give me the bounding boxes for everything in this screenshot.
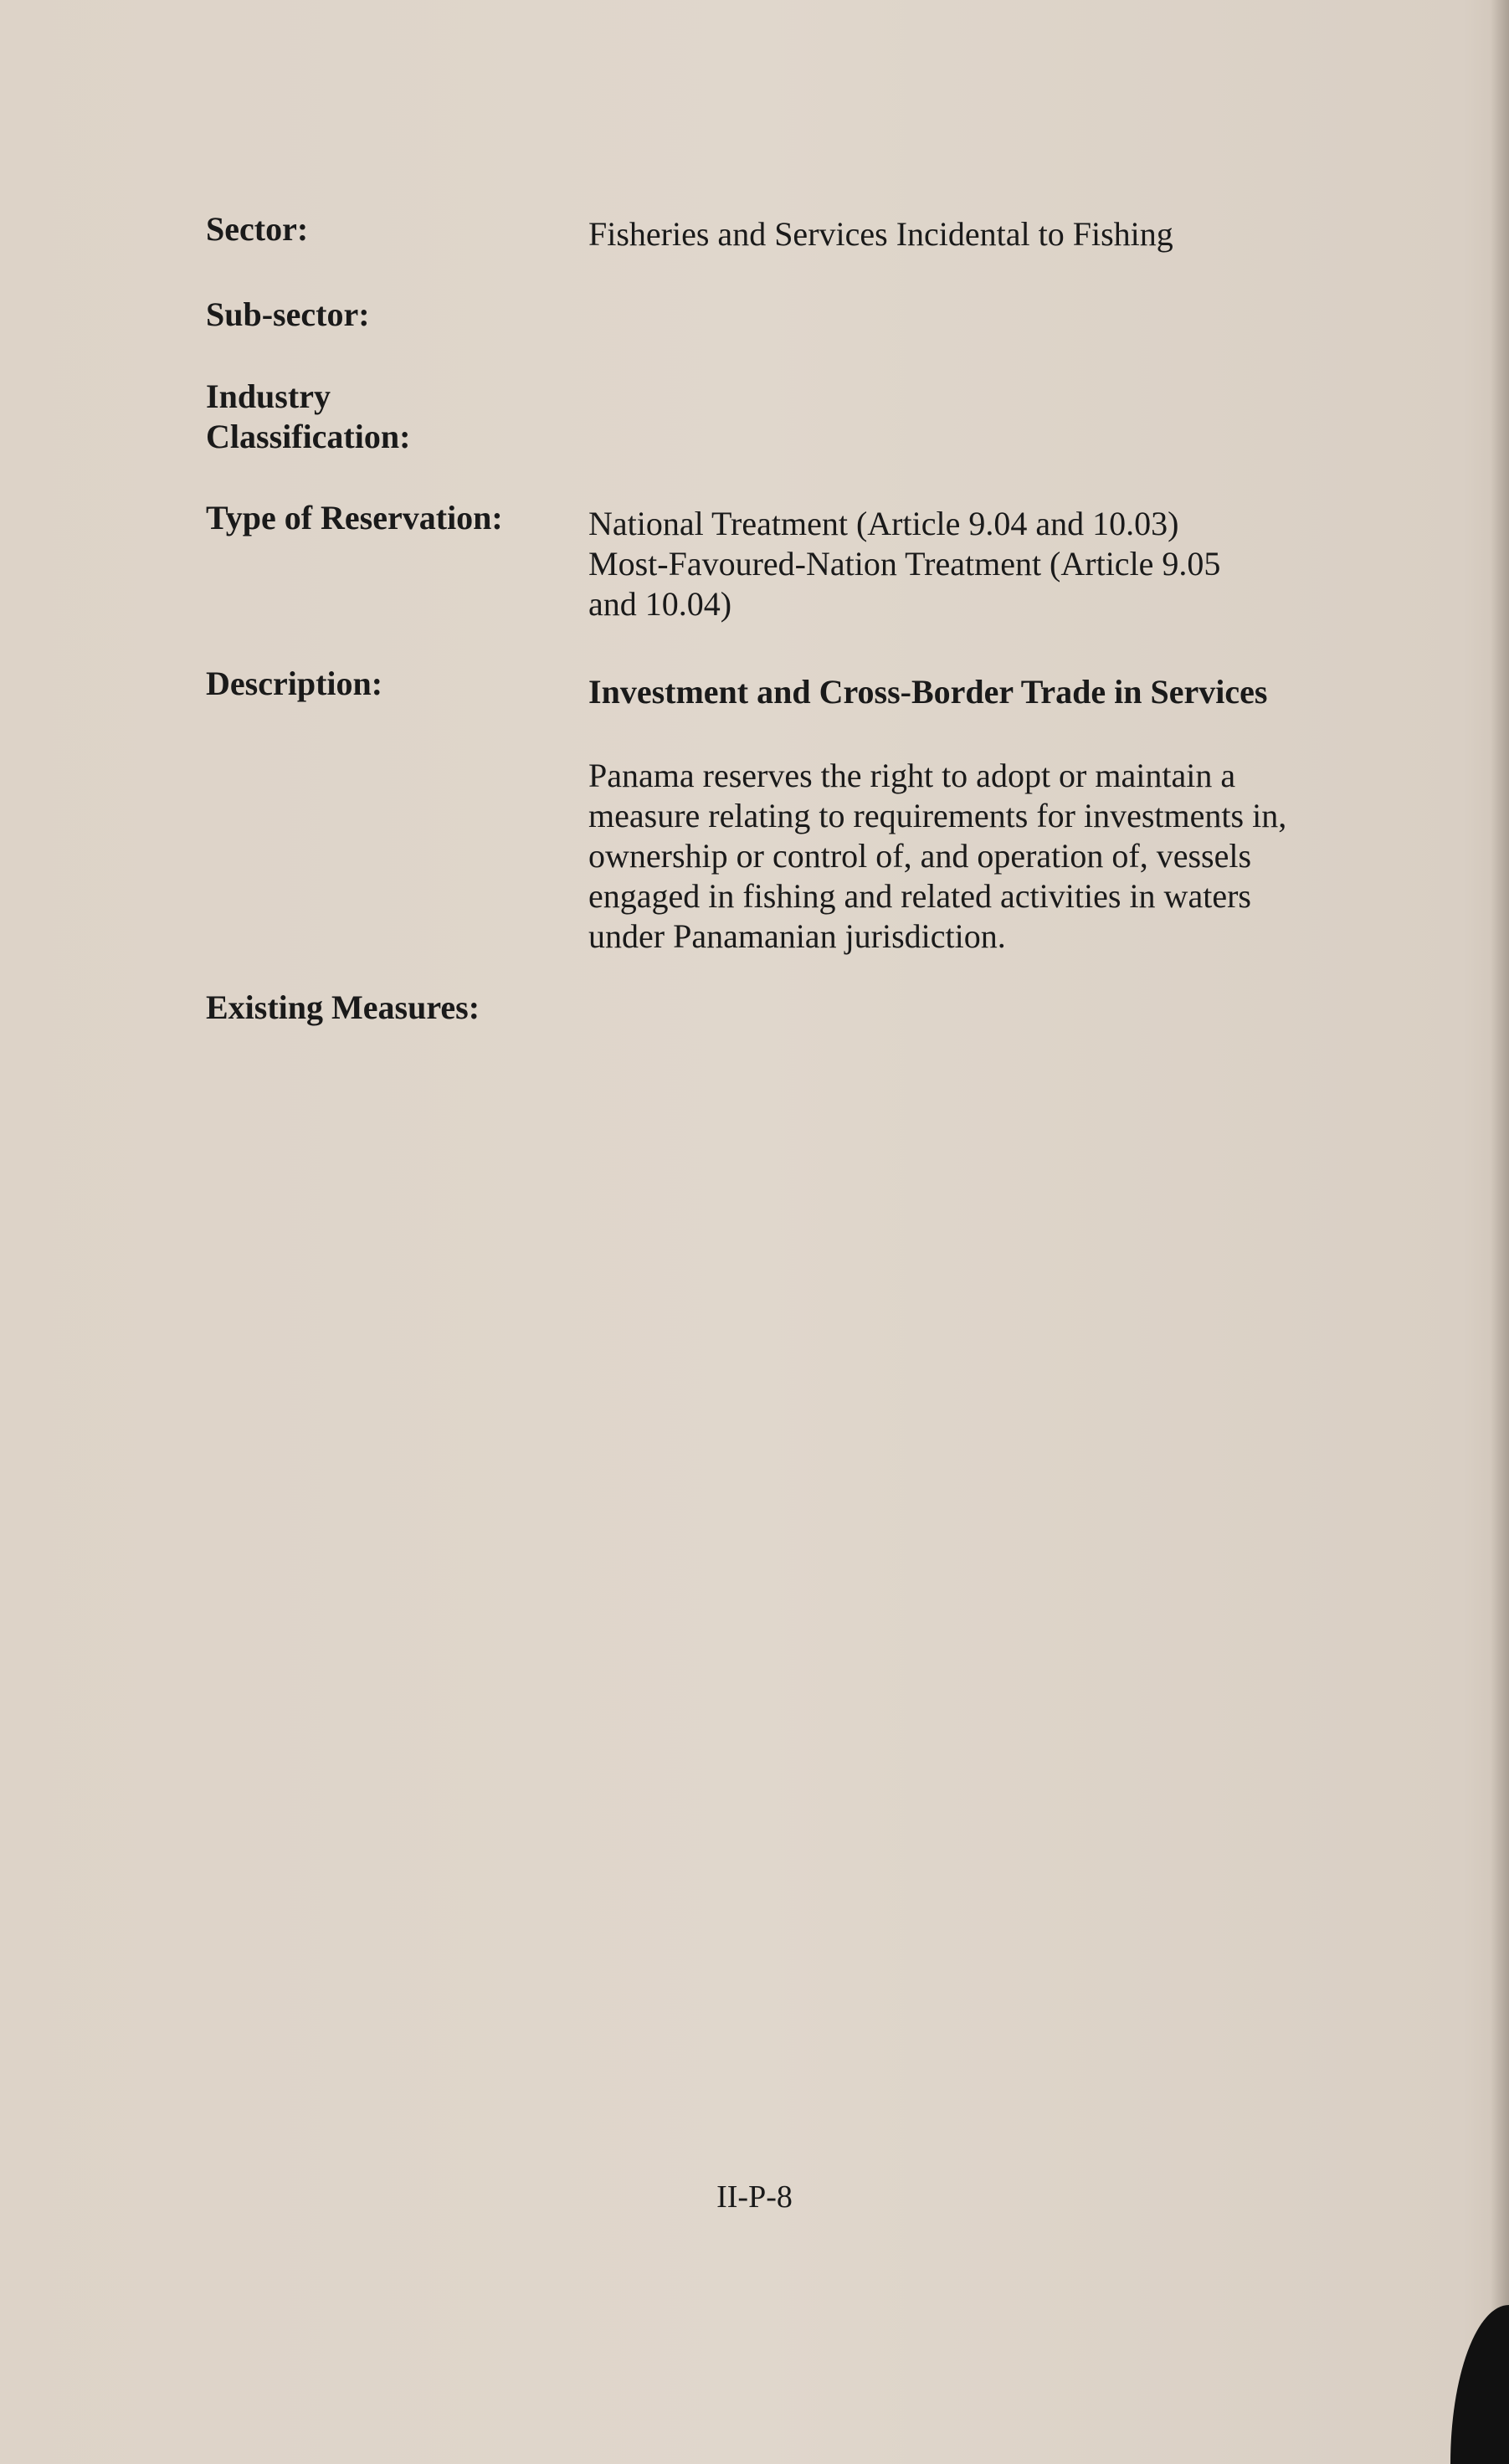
- description-heading: Investment and Cross-Border Trade in Services: [588, 673, 1268, 711]
- description-line-1: Panama reserves the right to adopt or maintain a: [588, 757, 1236, 794]
- reservation-line-2: Most-Favoured-Nation Treatment (Article 9.05: [588, 545, 1221, 583]
- reservation-line-3: and 10.04): [588, 585, 732, 623]
- description-line-5: under Panamanian jurisdiction.: [588, 917, 1006, 955]
- description-paragraph: [588, 756, 1342, 957]
- sector-label: Sector:: [206, 210, 309, 248]
- industry-classification-label: [206, 377, 410, 457]
- existing-measures-label: Existing Measures:: [206, 988, 480, 1026]
- page-edge-shadow: [1491, 0, 1509, 2464]
- industry-classification-label-line2: Classification:: [206, 418, 411, 455]
- type-of-reservation-label: Type of Reservation:: [206, 499, 503, 536]
- description-line-2: measure relating to requirements for investments in,: [588, 797, 1287, 834]
- page-number: II-P-8: [716, 2179, 793, 2215]
- description-label: Description:: [206, 665, 383, 702]
- description-line-4: engaged in fishing and related activities in waters: [588, 877, 1251, 915]
- sector-value: Fisheries and Services Incidental to Fishing: [588, 215, 1173, 253]
- reservation-line-1: National Treatment (Article 9.04 and 10.03): [588, 505, 1179, 542]
- subsector-label: Sub-sector:: [206, 295, 370, 333]
- page-corner-shadow: [1450, 2305, 1509, 2464]
- type-of-reservation-value: [588, 504, 1342, 624]
- industry-classification-label-line1: Industry: [206, 377, 331, 415]
- description-line-3: ownership or control of, and operation of, vessels: [588, 837, 1252, 875]
